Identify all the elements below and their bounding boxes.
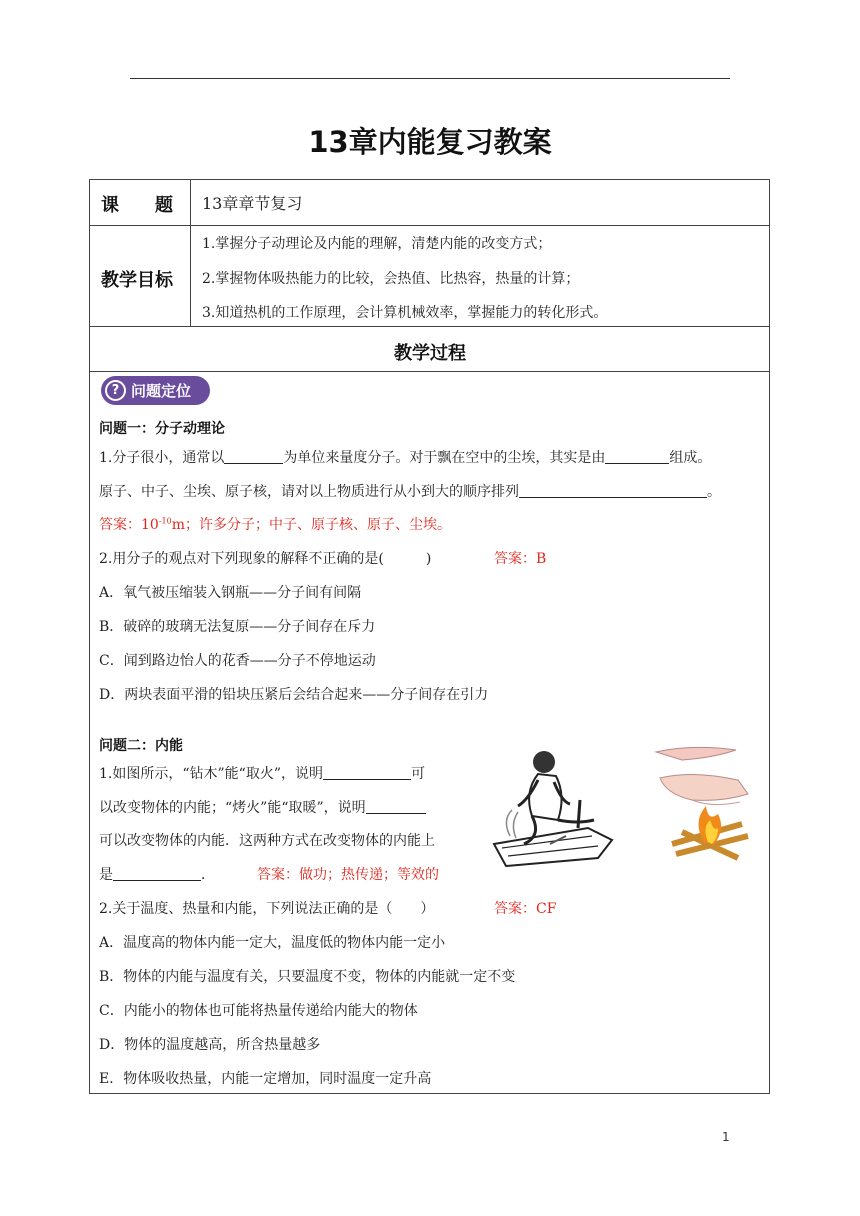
fill-blank xyxy=(519,483,707,498)
q2-text: 是 xyxy=(99,867,113,883)
q2-text: 可 xyxy=(411,766,425,782)
q1-heading: 问题一：分子动理论 xyxy=(99,421,225,437)
fill-blank xyxy=(366,799,426,814)
q2-text: 1.如图所示，“钻木”能“取火”，说明 xyxy=(99,766,323,782)
q2-text: 以改变物体的内能；“烤火”能“取暖”，说明 xyxy=(99,800,366,816)
objective-item: 2.掌握物体吸热能力的比较，会热值、比热容，热量的计算； xyxy=(202,271,580,287)
q1-answer xyxy=(99,514,451,534)
q2-text: ． xyxy=(201,867,215,883)
badge-label: 问题定位 xyxy=(131,382,192,400)
answer-exponent: -10 xyxy=(158,516,172,526)
q2-answer-2: 答案：CF xyxy=(494,901,557,917)
option-item: A．氧气被压缩装入钢瓶——分子间有间隔 xyxy=(99,585,362,601)
answer-text: 答案：10 xyxy=(99,517,159,533)
option-item: E．物体吸收热量，内能一定增加，同时温度一定升高 xyxy=(99,1071,432,1087)
fill-blank xyxy=(113,866,201,881)
fill-blank xyxy=(323,765,411,780)
q1-text: 1.分子很小，通常以 xyxy=(99,450,225,466)
q2-paragraph xyxy=(99,763,425,783)
option-item: B．破碎的玻璃无法复原——分子间存在斥力 xyxy=(99,619,376,635)
table-divider xyxy=(89,371,770,372)
fill-blank xyxy=(605,449,669,464)
option-item: D．两块表面平滑的铅块压紧后会结合起来——分子间存在引力 xyxy=(99,687,489,703)
topic-label: 课 题 xyxy=(101,195,173,216)
q1-text: 组成。 xyxy=(669,450,712,466)
q1-answer-2: 答案：B xyxy=(494,551,547,567)
option-item: C．闻到路边怡人的花香——分子不停地运动 xyxy=(99,653,376,669)
table-column-divider xyxy=(190,179,191,326)
q2-paragraph xyxy=(99,864,215,884)
q1-text: 原子、中子、尘埃、原子核，请对以上物质进行从小到大的顺序排列 xyxy=(99,484,519,500)
option-item: B．物体的内能与温度有关，只要温度不变，物体的内能就一定不变 xyxy=(99,969,516,985)
q2-paragraph xyxy=(99,797,426,817)
q1-question-2: 2.用分子的观点对下列现象的解释不正确的是( ) xyxy=(99,551,432,567)
option-item: D．物体的温度越高，所含热量越多 xyxy=(99,1037,321,1053)
answer-text: m；许多分子；中子、原子核、原子、尘埃。 xyxy=(171,517,451,533)
q2-answer: 答案：做功；热传递；等效的 xyxy=(257,867,439,883)
q2-question-2: 2.关于温度、热量和内能，下列说法正确的是（ ） xyxy=(99,901,435,917)
q1-text: 为单位来量度分子。对于飘在空中的尘埃，其实是由 xyxy=(283,450,606,466)
process-header: 教学过程 xyxy=(394,343,466,364)
option-item: A．温度高的物体内能一定大，温度低的物体内能一定小 xyxy=(99,935,446,951)
q1-paragraph xyxy=(99,481,721,501)
fill-blank xyxy=(224,449,283,464)
header-rule xyxy=(130,78,730,79)
q1-paragraph xyxy=(99,447,711,467)
objectives-label: 教学目标 xyxy=(101,270,173,291)
topic-value: 13章章节复习 xyxy=(202,194,303,213)
objective-item: 3.知道热机的工作原理，会计算机械效率，掌握能力的转化形式。 xyxy=(202,305,608,321)
table-divider xyxy=(89,225,770,226)
q2-heading: 问题二：内能 xyxy=(99,738,183,754)
drill-wood-illustration xyxy=(488,740,618,870)
q2-paragraph: 可以改变物体的内能．这两种方式在改变物体的内能上 xyxy=(99,833,435,849)
q1-text: 。 xyxy=(707,484,721,500)
table-divider xyxy=(89,326,770,327)
page-number: 1 xyxy=(722,1130,730,1144)
problem-locate-badge xyxy=(101,376,210,405)
question-icon: ? xyxy=(105,380,126,401)
option-item: C．内能小的物体也可能将热量传递给内能大的物体 xyxy=(99,1003,418,1019)
objective-item: 1.掌握分子动理论及内能的理解，清楚内能的改变方式； xyxy=(202,236,552,252)
page-title: 13章内能复习教案 xyxy=(308,125,552,159)
warming-fire-illustration xyxy=(652,742,762,868)
